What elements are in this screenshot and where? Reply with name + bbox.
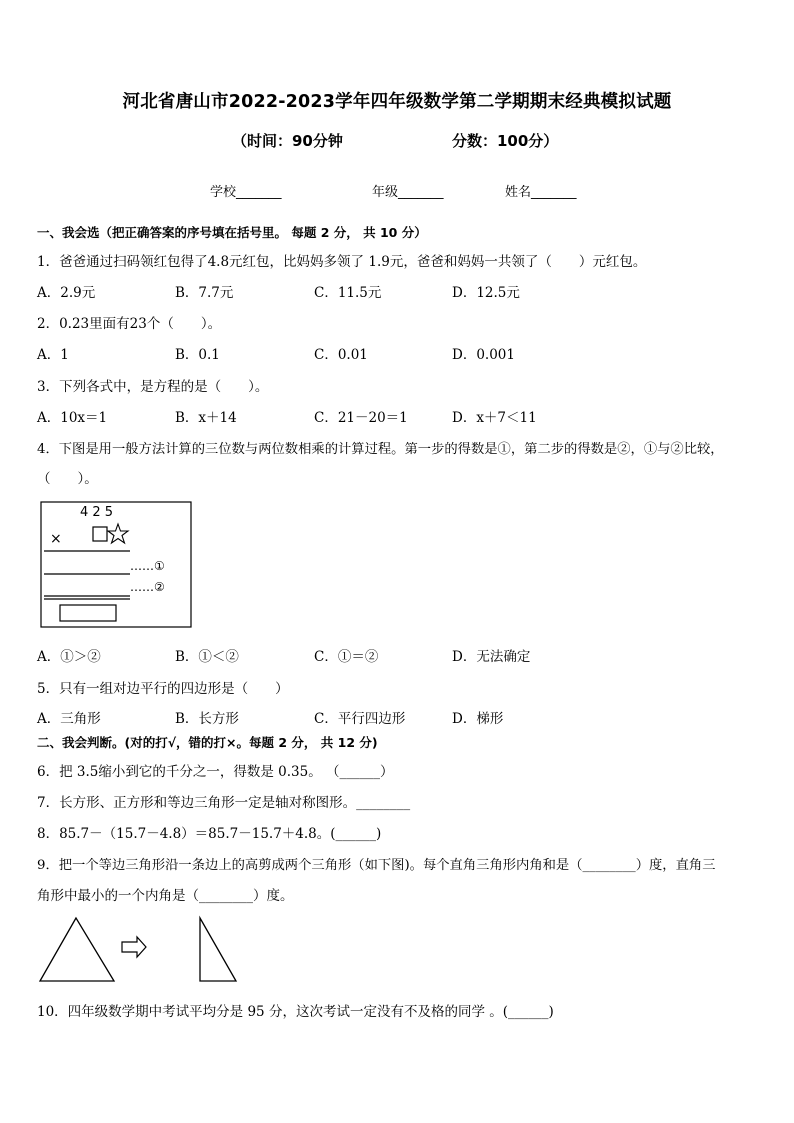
question-2: 2．0.23里面有23个（ ）。 bbox=[37, 316, 222, 332]
question-4: 4．下图是用一般方法计算的三位数与两位数相乘的计算过程。第一步的得数是①，第二步的得数是②，①与②比较， bbox=[37, 442, 724, 457]
q3-option-b[interactable]: B．x＋14 bbox=[175, 410, 237, 426]
name-field[interactable]: 姓名_______ bbox=[505, 185, 577, 200]
school-field[interactable]: 学校_______ bbox=[210, 185, 282, 200]
exam-time: （时间：90分钟 bbox=[232, 132, 343, 150]
question-9: 9．把一个等边三角形沿一条边上的高剪成两个三角形（如下图)。每个直角三角形内角和是（________）度，直角三 bbox=[37, 858, 716, 873]
question-6: 6．把 3.5缩小到它的千分之一，得数是 0.35。 （______） bbox=[37, 764, 394, 780]
q5-option-b[interactable]: B．长方形 bbox=[175, 711, 239, 727]
question-7: 7．长方形、正方形和等边三角形一定是轴对称图形。________ bbox=[37, 795, 411, 811]
q1-option-b[interactable]: B．7.7元 bbox=[175, 285, 234, 301]
q2-option-b[interactable]: B．0.1 bbox=[175, 347, 220, 363]
star-icon bbox=[108, 524, 128, 543]
triangle-cut-figure bbox=[36, 914, 246, 986]
q3-option-d[interactable]: D．x＋7＜11 bbox=[452, 410, 537, 426]
question-9-cont: 角形中最小的一个内角是（________）度。 bbox=[37, 888, 294, 904]
exam-score: 分数：100分） bbox=[452, 132, 559, 150]
q4-option-c[interactable]: C．①＝② bbox=[314, 649, 379, 665]
q1-option-d[interactable]: D．12.5元 bbox=[452, 285, 520, 301]
section-heading-judge: 二、我会判断。(对的打√，错的打×。每题 2 分， 共 12 分) bbox=[37, 735, 378, 750]
q5-option-a[interactable]: A．三角形 bbox=[37, 711, 101, 727]
question-4-blank: （ ）。 bbox=[37, 471, 98, 487]
q4-option-a[interactable]: A．①＞② bbox=[37, 649, 101, 665]
q4-option-d[interactable]: D．无法确定 bbox=[452, 649, 531, 665]
figure-number: 4 2 5 bbox=[80, 505, 114, 520]
q5-option-c[interactable]: C．平行四边形 bbox=[314, 711, 406, 727]
q3-option-a[interactable]: A．10x＝1 bbox=[37, 410, 108, 426]
q3-option-c[interactable]: C．21－20＝1 bbox=[314, 410, 408, 426]
arrow-right-icon bbox=[122, 937, 146, 957]
question-8: 8．85.7－（15.7－4.8）＝85.7－15.7＋4.8。(______) bbox=[37, 826, 382, 842]
q5-option-d[interactable]: D．梯形 bbox=[452, 711, 504, 727]
q2-option-c[interactable]: C．0.01 bbox=[314, 347, 368, 363]
q1-option-a[interactable]: A．2.9元 bbox=[37, 285, 96, 301]
q1-option-c[interactable]: C．11.5元 bbox=[314, 285, 382, 301]
figure-step-2: ……② bbox=[130, 580, 165, 594]
equilateral-triangle bbox=[40, 918, 114, 981]
multiplication-figure bbox=[40, 500, 194, 630]
q4-option-b[interactable]: B．①＜② bbox=[175, 649, 239, 665]
square-icon bbox=[93, 527, 107, 541]
section-heading-choice: 一、我会选（把正确答案的序号填在括号里。 每题 2 分， 共 10 分） bbox=[37, 225, 427, 240]
grade-field[interactable]: 年级_______ bbox=[372, 185, 444, 200]
q2-option-d[interactable]: D．0.001 bbox=[452, 347, 515, 363]
figure-times-sign: × bbox=[50, 531, 62, 547]
question-5: 5．只有一组对边平行的四边形是（ ） bbox=[37, 681, 289, 697]
page-title: 河北省唐山市2022-2023学年四年级数学第二学期期末经典模拟试题 bbox=[122, 92, 672, 112]
result-box bbox=[60, 605, 116, 621]
q2-option-a[interactable]: A．1 bbox=[37, 347, 69, 363]
question-10: 10．四年级数学期中考试平均分是 95 分，这次考试一定没有不及格的同学 。(______) bbox=[37, 1004, 554, 1020]
figure-step-1: ……① bbox=[130, 559, 165, 573]
right-triangle bbox=[200, 918, 236, 981]
question-1: 1．爸爸通过扫码领红包得了4.8元红包，比妈妈多领了 1.9元，爸爸和妈妈一共领了（ ）元红包。 bbox=[37, 254, 647, 270]
question-3: 3．下列各式中，是方程的是（ ）。 bbox=[37, 379, 269, 395]
